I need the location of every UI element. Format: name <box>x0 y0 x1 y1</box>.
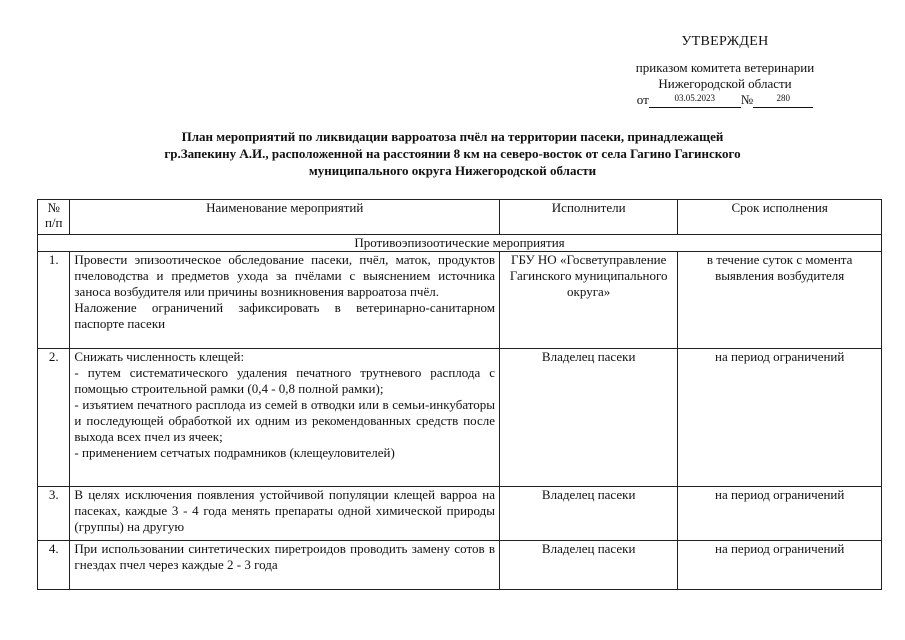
row-deadline: в течение суток с момента выявления возбудителя <box>678 252 882 349</box>
header-deadline: Срок исполнения <box>678 200 882 235</box>
row-executor: Владелец пасеки <box>500 487 678 541</box>
table-row <box>38 487 882 541</box>
approval-line-2: Нижегородской области <box>658 76 792 91</box>
activity-paragraph: При использовании синтетических пиретроидов проводить замену сотов в гнездах пчел через каждые 2 - 3 года <box>74 541 496 572</box>
section-row <box>38 235 882 252</box>
from-label: от <box>636 92 649 107</box>
row-number: 1. <box>38 252 70 349</box>
document-title <box>110 128 795 179</box>
activity-paragraph: - применением сетчатых подрамников (клещеуловителей) <box>74 445 395 460</box>
approval-number: 280 <box>776 93 790 103</box>
row-executor: ГБУ НО «Госветуправление Гагинского муниципального округа» <box>500 252 678 349</box>
date-blank <box>649 95 741 108</box>
header-number-line-1: № <box>47 200 60 215</box>
table-header-row <box>38 200 882 235</box>
plan-table <box>37 199 882 590</box>
row-deadline: на период ограничений <box>678 541 882 590</box>
approval-date-line <box>600 92 850 108</box>
activity-paragraph: Провести эпизоотическое обследование пасеки, пчёл, маток, продуктов пчеловодства и предметов ухода за пчёлами с выяснением источника заноса возбудителя или причины возникновения варроатоза пчёл. <box>74 252 496 299</box>
title-line-2: гр.Запекину А.И., расположенной на расстоянии 8 км на северо-восток от села Гагино Гагинского <box>164 146 741 161</box>
title-line-3: муниципального округа Нижегородской области <box>308 163 597 178</box>
table-row <box>38 541 882 590</box>
row-activity <box>70 541 500 590</box>
row-deadline: на период ограничений <box>678 349 882 487</box>
number-blank <box>753 95 813 108</box>
row-activity <box>70 252 500 349</box>
activity-paragraph: - изъятием печатного расплода из семей в отводки или в семьи-инкубаторы и последующей обработкой их одним из рекомендованных средств после выхода всех пчел из ячеек; <box>74 397 496 444</box>
row-number: 3. <box>38 487 70 541</box>
activity-paragraph: Наложение ограничений зафиксировать в ветеринарно-санитарном паспорте пасеки <box>74 300 496 331</box>
activity-paragraph: В целях исключения появления устойчивой популяции клещей варроа на пасеках, каждые 3 - 4 года менять препараты одной химической природы (группы) на другую <box>74 487 496 534</box>
header-number-line-2: п/п <box>44 215 63 230</box>
section-title: Противоэпизоотические мероприятия <box>38 235 882 252</box>
title-line-1: План мероприятий по ликвидации варроатоза пчёл на территории пасеки, принадлежащей <box>181 129 724 144</box>
header-executors: Исполнители <box>500 200 678 235</box>
approval-stamp <box>600 34 850 108</box>
row-number: 4. <box>38 541 70 590</box>
row-number: 2. <box>38 349 70 487</box>
approval-line-1: приказом комитета ветеринарии <box>635 60 815 75</box>
approval-date: 03.05.2023 <box>674 93 716 103</box>
header-activity: Наименование мероприятий <box>70 200 500 235</box>
table-row <box>38 252 882 349</box>
approval-heading: УТВЕРЖДЕН <box>681 34 769 49</box>
row-executor: Владелец пасеки <box>500 349 678 487</box>
activity-paragraph: Снижать численность клещей: <box>74 349 245 364</box>
row-executor: Владелец пасеки <box>500 541 678 590</box>
row-activity <box>70 487 500 541</box>
header-number <box>38 200 70 235</box>
number-label: № <box>740 92 754 107</box>
row-deadline: на период ограничений <box>678 487 882 541</box>
activity-paragraph: - путем систематического удаления печатного трутневого расплода с помощью строительной рамки (0,4 - 0,8 полной рамки); <box>74 365 496 396</box>
table-row <box>38 349 882 487</box>
row-activity <box>70 349 500 487</box>
